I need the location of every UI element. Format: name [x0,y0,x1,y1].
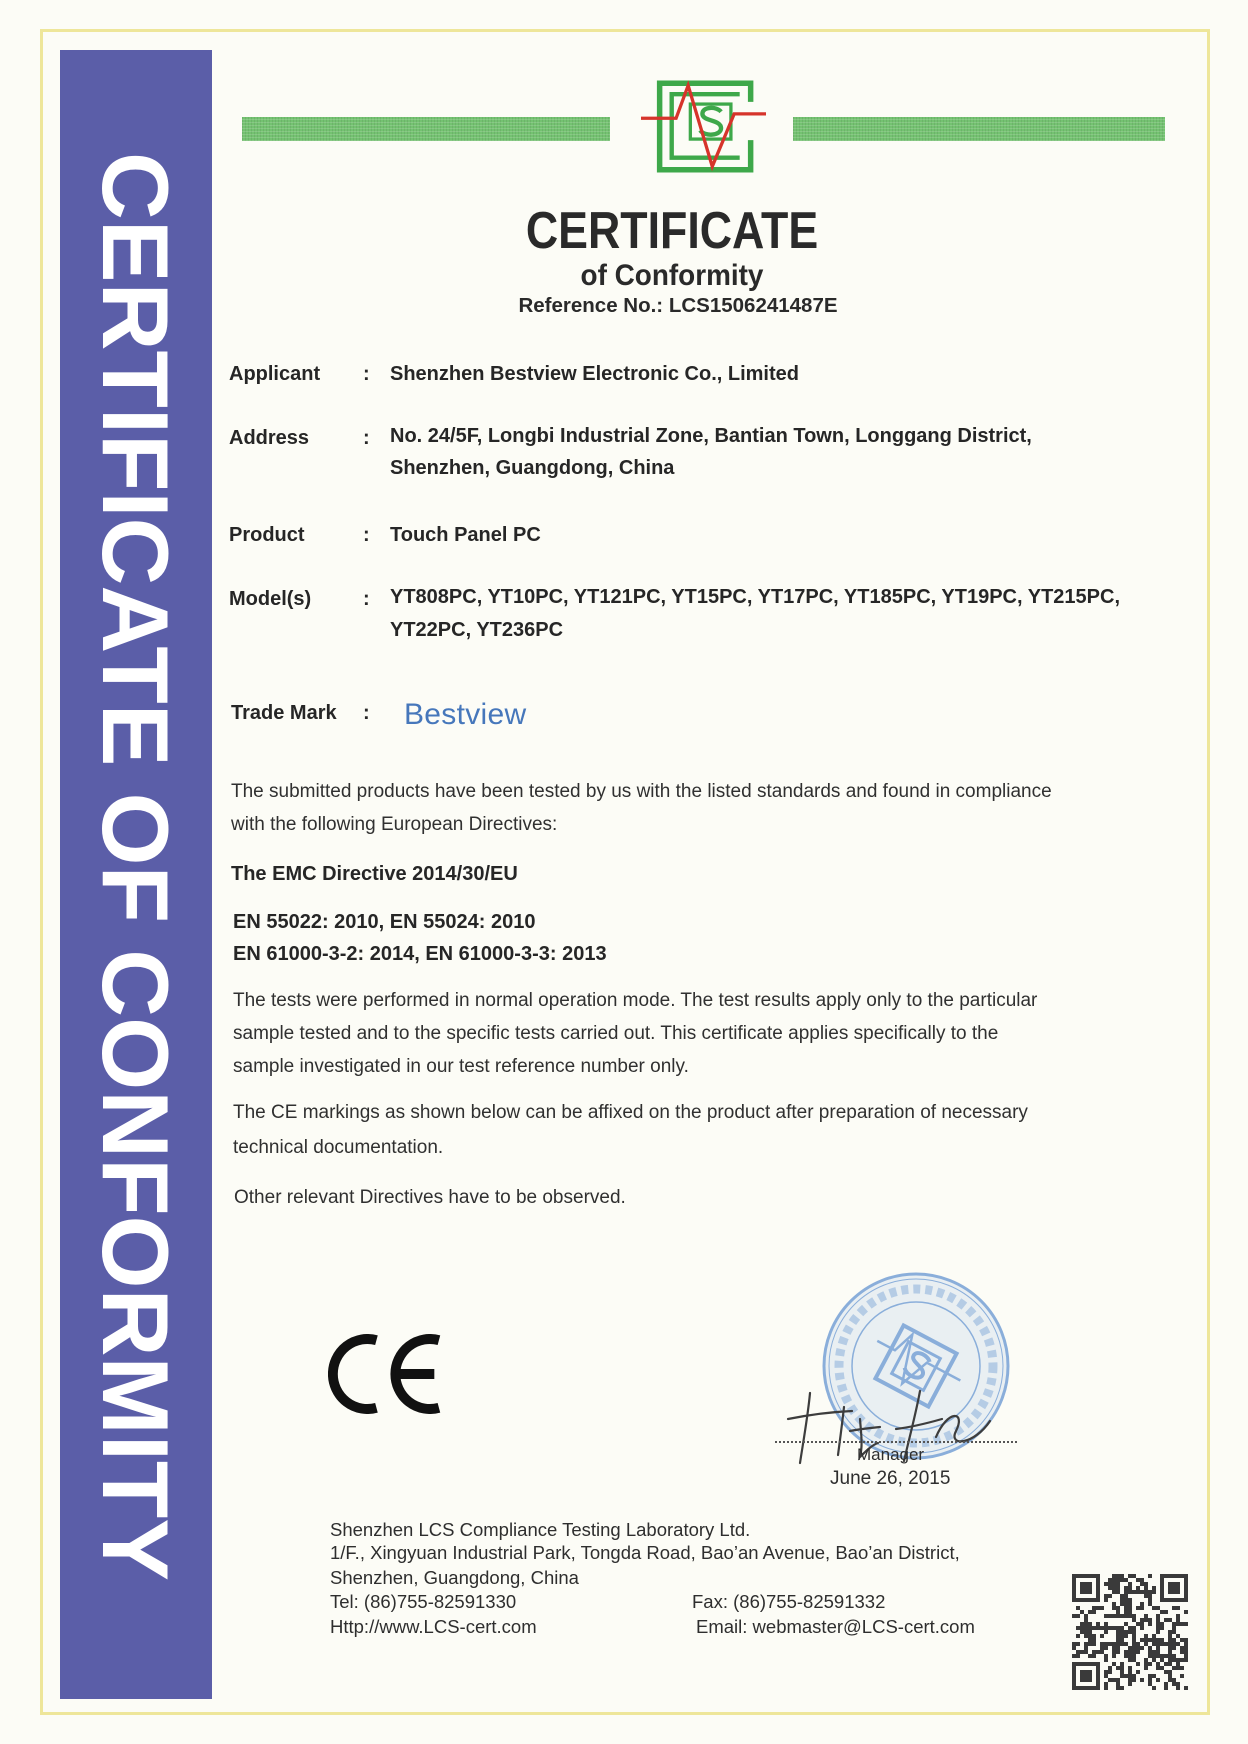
header-bar-left [242,117,610,141]
product-value: Touch Panel PC [390,524,541,546]
side-banner-text: CERTIFICATE OF CONFORMITY [83,152,188,1582]
header-bar-right [793,117,1165,141]
signature-dotted-line [775,1441,1017,1443]
intro-line-1: The submitted products have been tested by us with the listed standards and found in compliance [231,781,1052,802]
intro-line-2: with the following European Directives: [231,814,558,835]
trade-mark-label: Trade Mark [231,702,337,724]
lcs-logo [641,80,766,173]
lab-website: Http://www.LCS-cert.com [330,1616,537,1637]
signature-stroke-8 [936,1416,990,1441]
product-colon: : [363,524,370,546]
bestview-trade-mark-logo: Bestview [404,698,527,731]
lab-name: Shenzhen LCS Compliance Testing Laboratory Ltd. [330,1519,751,1540]
ce-mark-c [333,1339,377,1409]
signature-stroke-7 [896,1419,942,1429]
reference-number: LCS1506241487E [668,294,838,317]
issue-date: June 26, 2015 [830,1468,951,1489]
ce-note-line-2: technical documentation. [233,1137,444,1158]
lcs-logo-s-letter [700,108,721,135]
signature-stroke-3 [838,1407,844,1455]
address-colon: : [363,427,370,449]
signature-stroke-1 [800,1393,810,1463]
models-line-2: YT22PC, YT236PC [390,619,564,641]
qr-code-modules [1072,1574,1188,1690]
reference-line [478,294,878,318]
address-line-2: Shenzhen, Guangdong, China [390,457,675,479]
other-directives-note: Other relevant Directives have to be observed. [234,1187,626,1208]
lab-address-line-1: 1/F., Xingyuan Industrial Park, Tongda Road, Bao’an Avenue, Bao’an District, [330,1542,960,1563]
address-line-1: No. 24/5F, Longbi Industrial Zone, Bantian Town, Longgang District, [390,425,1032,447]
applicant-label: Applicant [229,363,321,385]
standards-line-2: EN 61000-3-2: 2014, EN 61000-3-3: 2013 [233,943,607,965]
models-label: Model(s) [229,588,312,610]
address-label: Address [229,427,310,449]
ce-note-line-1: The CE markings as shown below can be affixed on the product after preparation of necessary [233,1102,1028,1123]
signature-stroke-5 [850,1427,880,1431]
tests-line-3: sample investigated in our test reference number only. [233,1056,689,1077]
ce-mark [328,1334,442,1414]
reference-label: Reference No.: [518,294,664,317]
signatory-title: Manager [857,1445,925,1464]
certificate-title: CERTIFICATE [525,202,819,260]
certificate-subtitle: of Conformity [580,259,764,292]
applicant-value: Shenzhen Bestview Electronic Co., Limited [390,363,799,385]
product-label: Product [229,524,305,546]
models-line-1: YT808PC, YT10PC, YT121PC, YT15PC, YT17PC, YT185PC, YT19PC, YT215PC, [390,586,1120,608]
tests-line-1: The tests were performed in normal operation mode. The test results apply only to the particular [233,990,1038,1011]
lab-fax: Fax: (86)755-82591332 [692,1591,886,1612]
lab-telephone: Tel: (86)755-82591330 [330,1591,517,1612]
models-colon: : [363,588,370,610]
applicant-colon: : [363,363,370,385]
lab-address-line-2: Shenzhen, Guangdong, China [330,1567,579,1588]
qr-code [1072,1574,1188,1690]
lab-email: Email: webmaster@LCS-cert.com [696,1616,975,1637]
tests-line-2: sample tested and to the specific tests carried out. This certificate applies specifically to the [233,1023,999,1044]
directive: The EMC Directive 2014/30/EU [231,863,518,885]
trade-mark-colon: : [363,702,370,724]
standards-line-1: EN 55022: 2010, EN 55024: 2010 [233,911,536,933]
